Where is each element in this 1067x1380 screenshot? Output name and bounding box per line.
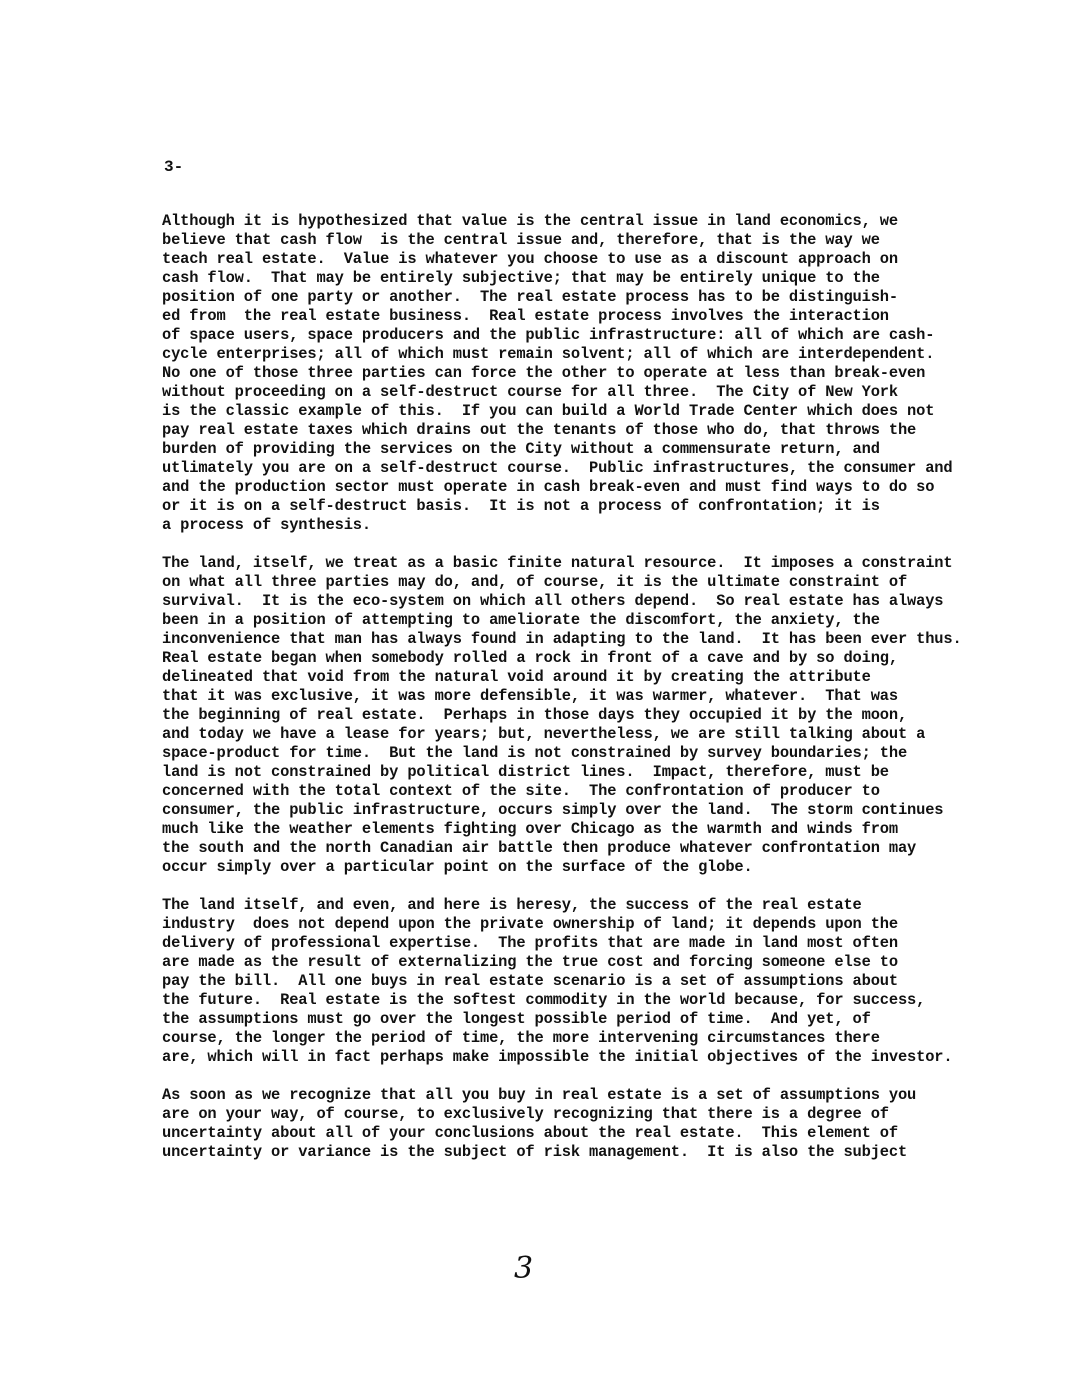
text-line: The land, itself, we treat as a basic finite natural resource. It imposes a constraint <box>162 554 953 572</box>
text-line: uncertainty or variance is the subject of risk management. It is also the subject <box>162 1143 908 1161</box>
text-line: Although it is hypothesized that value is the central issue in land economics, we <box>162 212 898 230</box>
text-line: or it is on a self-destruct basis. It is not a process of confrontation; it is <box>162 497 880 515</box>
text-line: cash flow. That may be entirely subjective; that may be entirely unique to the <box>162 269 880 287</box>
text-line: industry does not depend upon the private ownership of land; it depends upon the <box>162 915 898 933</box>
text-line: are on your way, of course, to exclusively recognizing that there is a degree of <box>162 1105 889 1123</box>
text-line: position of one party or another. The real estate process has to be distinguish- <box>162 288 898 306</box>
text-line: are, which will in fact perhaps make impossible the initial objectives of the investor. <box>162 1048 953 1066</box>
text-line: of space users, space producers and the public infrastructure: all of which are cash- <box>162 326 935 344</box>
paragraph <box>162 554 1062 877</box>
text-line: a process of synthesis. <box>162 516 371 534</box>
text-line: concerned with the total context of the site. The confrontation of producer to <box>162 782 880 800</box>
text-line: cycle enterprises; all of which must remain solvent; all of which are interdependent. <box>162 345 935 363</box>
text-line: The land itself, and even, and here is heresy, the success of the real estate <box>162 896 862 914</box>
text-line: on what all three parties may do, and, of course, it is the ultimate constraint of <box>162 573 908 591</box>
text-line: is the classic example of this. If you can build a World Trade Center which does not <box>162 402 935 420</box>
text-line: been in a position of attempting to ameliorate the discomfort, the anxiety, the <box>162 611 880 629</box>
text-line: space-product for time. But the land is not constrained by survey boundaries; the <box>162 744 908 762</box>
text-line: land is not constrained by political district lines. Impact, therefore, must be <box>162 763 889 781</box>
text-line: survival. It is the eco-system on which all others depend. So real estate has always <box>162 592 944 610</box>
text-line: the beginning of real estate. Perhaps in those days they occupied it by the moon, <box>162 706 908 724</box>
text-line: burden of providing the services on the City without a commensurate return, and <box>162 440 880 458</box>
paragraph <box>162 1086 1062 1162</box>
text-line: teach real estate. Value is whatever you choose to use as a discount approach on <box>162 250 898 268</box>
paragraph <box>162 896 1062 1067</box>
text-line: occur simply over a particular point on the surface of the globe. <box>162 858 753 876</box>
paragraph <box>162 212 1062 535</box>
text-line: the south and the north Canadian air battle then produce whatever confrontation may <box>162 839 917 857</box>
text-line: believe that cash flow is the central issue and, therefore, that is the way we <box>162 231 880 249</box>
text-line: ed from the real estate business. Real estate process involves the interaction <box>162 307 889 325</box>
text-line: delivery of professional expertise. The profits that are made in land most often <box>162 934 898 952</box>
text-line: the assumptions must go over the longest possible period of time. And yet, of <box>162 1010 871 1028</box>
text-line: much like the weather elements fighting over Chicago as the warmth and winds from <box>162 820 898 838</box>
body-text <box>162 212 1062 1181</box>
text-line: and today we have a lease for years; but, nevertheless, we are still talking about a <box>162 725 926 743</box>
text-line: without proceeding on a self-destruct course for all three. The City of New York <box>162 383 898 401</box>
text-line: pay the bill. All one buys in real estate scenario is a set of assumptions about <box>162 972 898 990</box>
text-line: No one of those three parties can force the other to operate at less than break-even <box>162 364 926 382</box>
text-line: course, the longer the period of time, the more intervening circumstances there <box>162 1029 880 1047</box>
text-line: pay real estate taxes which drains out the tenants of those who do, that throws the <box>162 421 917 439</box>
text-line: inconvenience that man has always found in adapting to the land. It has been ever thus. <box>162 630 962 648</box>
text-line: the future. Real estate is the softest commodity in the world because, for success, <box>162 991 926 1009</box>
text-line: As soon as we recognize that all you buy in real estate is a set of assumptions you <box>162 1086 917 1104</box>
page-number: 3 <box>514 1251 534 1286</box>
page-label: 3- <box>164 158 184 176</box>
text-line: are made as the result of externalizing the true cost and forcing someone else to <box>162 953 898 971</box>
text-line: Real estate began when somebody rolled a rock in front of a cave and by so doing, <box>162 649 898 667</box>
text-line: that it was exclusive, it was more defensible, it was warmer, whatever. That was <box>162 687 898 705</box>
text-line: and the production sector must operate in cash break-even and must find ways to do so <box>162 478 935 496</box>
text-line: uncertainty about all of your conclusions about the real estate. This element of <box>162 1124 898 1142</box>
text-line: delineated that void from the natural void around it by creating the attribute <box>162 668 871 686</box>
text-line: consumer, the public infrastructure, occurs simply over the land. The storm continues <box>162 801 944 819</box>
text-line: utlimately you are on a self-destruct course. Public infrastructures, the consumer and <box>162 459 953 477</box>
